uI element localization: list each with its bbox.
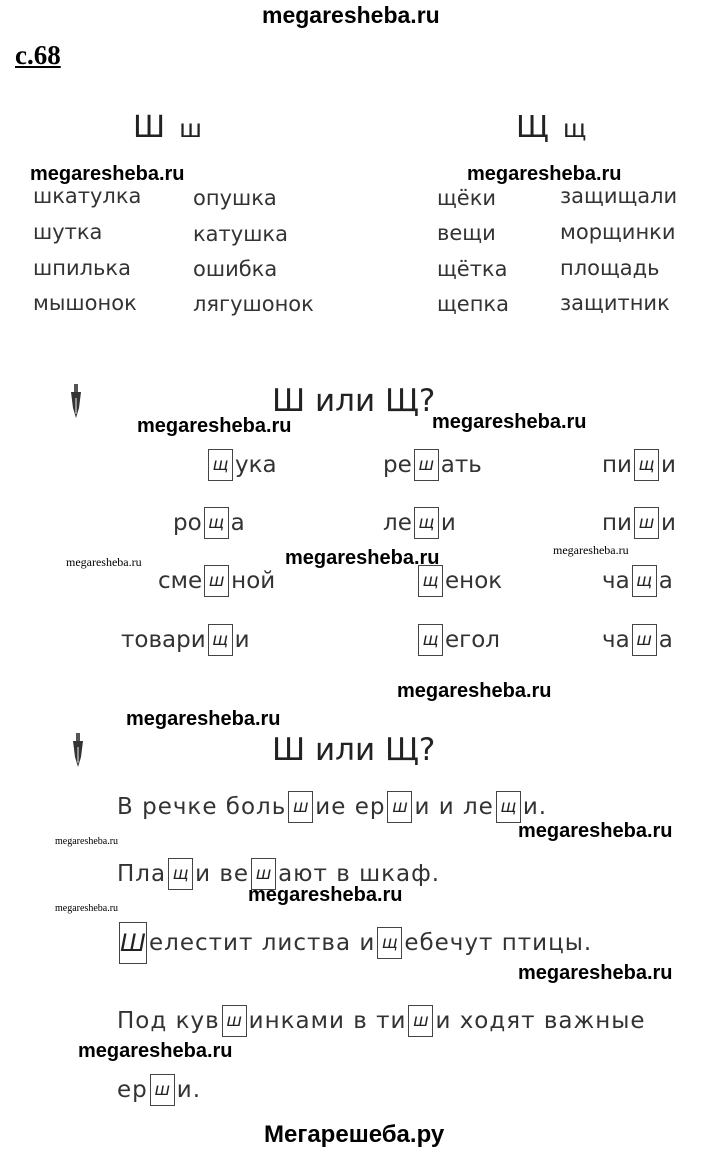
word: мышонок xyxy=(33,291,137,315)
watermark: megaresheba.ru xyxy=(55,836,119,847)
item-suffix: енок xyxy=(445,568,503,594)
site-header: megaresheba.ru xyxy=(262,2,440,28)
text-part: ебечут птицы. xyxy=(404,930,593,956)
item-prefix: ча xyxy=(602,568,630,594)
letter-box: ш xyxy=(251,858,276,890)
text-part: Пла xyxy=(117,861,167,887)
sentence-4 xyxy=(117,1005,646,1037)
letter-sh-lower: ш xyxy=(179,114,202,143)
letter-box: щ xyxy=(418,565,443,597)
letter-box: Ш xyxy=(119,922,147,964)
word: шутка xyxy=(33,220,103,244)
watermark: megaresheba.ru xyxy=(248,884,403,906)
pen-icon xyxy=(70,384,82,420)
item-prefix: ре xyxy=(383,452,412,478)
letter-box: ш xyxy=(288,791,313,823)
item-suffix: и xyxy=(440,510,456,536)
exercise-item xyxy=(158,565,275,597)
item-prefix: пи xyxy=(602,452,632,478)
letter-box: щ xyxy=(208,624,233,656)
letter-box: ш xyxy=(414,449,439,481)
exercise-item xyxy=(416,624,500,656)
watermark: megaresheba.ru xyxy=(467,163,622,185)
letter-box: щ xyxy=(418,624,443,656)
exercise-item xyxy=(206,449,277,481)
text-part: и. xyxy=(176,1077,202,1103)
watermark: megaresheba.ru xyxy=(126,708,281,730)
word: катушка xyxy=(193,222,288,246)
text-part: елестит листва и xyxy=(149,930,376,956)
exercise-item xyxy=(173,507,245,539)
item-prefix: пи xyxy=(602,510,632,536)
text-part: ер xyxy=(117,1077,148,1103)
letter-box: щ xyxy=(496,791,521,823)
word: щёки xyxy=(437,186,497,210)
letter-box: ш xyxy=(150,1074,175,1106)
exercise-item xyxy=(602,565,673,597)
watermark: megaresheba.ru xyxy=(397,680,552,702)
letter-box: ш xyxy=(632,624,657,656)
item-suffix: ука xyxy=(235,452,277,478)
sentence-1 xyxy=(117,791,547,823)
word: защитник xyxy=(560,291,670,315)
item-suffix: а xyxy=(230,510,245,536)
exercise1-heading: Ш или Щ? xyxy=(272,383,436,419)
item-suffix: егол xyxy=(445,627,501,653)
watermark: megaresheba.ru xyxy=(66,555,142,569)
word: опушка xyxy=(193,186,277,210)
word: шкатулка xyxy=(33,184,142,208)
item-prefix: ле xyxy=(383,510,412,536)
word: площадь xyxy=(560,256,660,280)
sentence-5 xyxy=(117,1074,201,1106)
item-suffix: и xyxy=(234,627,250,653)
letter-box: щ xyxy=(204,507,229,539)
word: щепка xyxy=(437,292,509,316)
letter-box: щ xyxy=(377,927,402,959)
word: морщинки xyxy=(560,220,676,244)
item-prefix: ро xyxy=(173,510,202,536)
site-footer: Мегарешеба.ру xyxy=(264,1121,445,1148)
exercise-item xyxy=(383,507,456,539)
letter-box: щ xyxy=(168,858,193,890)
text-part: ают в шкаф. xyxy=(278,861,441,887)
letter-box: ш xyxy=(408,1005,433,1037)
text-part: и ходят важные xyxy=(435,1008,646,1034)
item-prefix: товари xyxy=(121,627,206,653)
letter-box: щ xyxy=(414,507,439,539)
letter-shch-upper: Щ xyxy=(516,110,549,145)
text-part: ие ер xyxy=(315,794,386,820)
sentence-3 xyxy=(117,922,592,964)
watermark: megaresheba.ru xyxy=(518,820,673,842)
watermark: megaresheba.ru xyxy=(518,962,673,984)
item-suffix: и xyxy=(661,510,676,536)
letter-box: ш xyxy=(222,1005,247,1037)
item-suffix: а xyxy=(658,627,673,653)
letter-box: щ xyxy=(632,565,657,597)
word: защищали xyxy=(560,184,678,208)
text-part: В речке боль xyxy=(117,794,287,820)
letter-box: щ xyxy=(634,449,659,481)
item-prefix: сме xyxy=(158,568,203,594)
item-suffix: ать xyxy=(440,452,482,478)
text-part: Под кув xyxy=(117,1008,220,1034)
text-part: и и ле xyxy=(414,794,494,820)
text-part: инками в ти xyxy=(248,1008,407,1034)
item-suffix: и xyxy=(661,452,676,478)
pen-icon xyxy=(72,733,84,769)
watermark: megaresheba.ru xyxy=(30,163,185,185)
letter-sh-title xyxy=(133,110,202,145)
watermark: megaresheba.ru xyxy=(432,411,587,433)
letter-box: ш xyxy=(634,507,659,539)
watermark: megaresheba.ru xyxy=(78,1040,233,1062)
letter-sh-upper: Ш xyxy=(133,110,166,145)
word: шпилька xyxy=(33,256,131,280)
item-suffix: а xyxy=(658,568,673,594)
watermark: megaresheba.ru xyxy=(55,903,119,914)
text-part: и. xyxy=(522,794,548,820)
exercise-item xyxy=(602,507,676,539)
item-prefix: ча xyxy=(602,627,630,653)
word: вещи xyxy=(437,221,496,245)
exercise-item xyxy=(383,449,482,481)
exercise-item xyxy=(416,565,502,597)
letter-box: щ xyxy=(208,449,233,481)
exercise-item xyxy=(602,624,673,656)
item-suffix: ной xyxy=(231,568,276,594)
word: щётка xyxy=(437,257,508,281)
exercise-item xyxy=(602,449,676,481)
word: лягушонок xyxy=(193,292,314,316)
watermark: megaresheba.ru xyxy=(553,543,629,557)
text-part: и ве xyxy=(195,861,250,887)
word: ошибка xyxy=(193,257,278,281)
letter-box: ш xyxy=(204,565,229,597)
watermark: megaresheba.ru xyxy=(285,547,440,569)
exercise-item xyxy=(121,624,250,656)
letter-box: ш xyxy=(387,791,412,823)
page-number: с.68 xyxy=(15,40,61,70)
watermark: megaresheba.ru xyxy=(137,415,292,437)
letter-shch-title xyxy=(516,110,586,145)
exercise2-heading: Ш или Щ? xyxy=(272,732,436,768)
letter-shch-lower: щ xyxy=(562,114,587,143)
